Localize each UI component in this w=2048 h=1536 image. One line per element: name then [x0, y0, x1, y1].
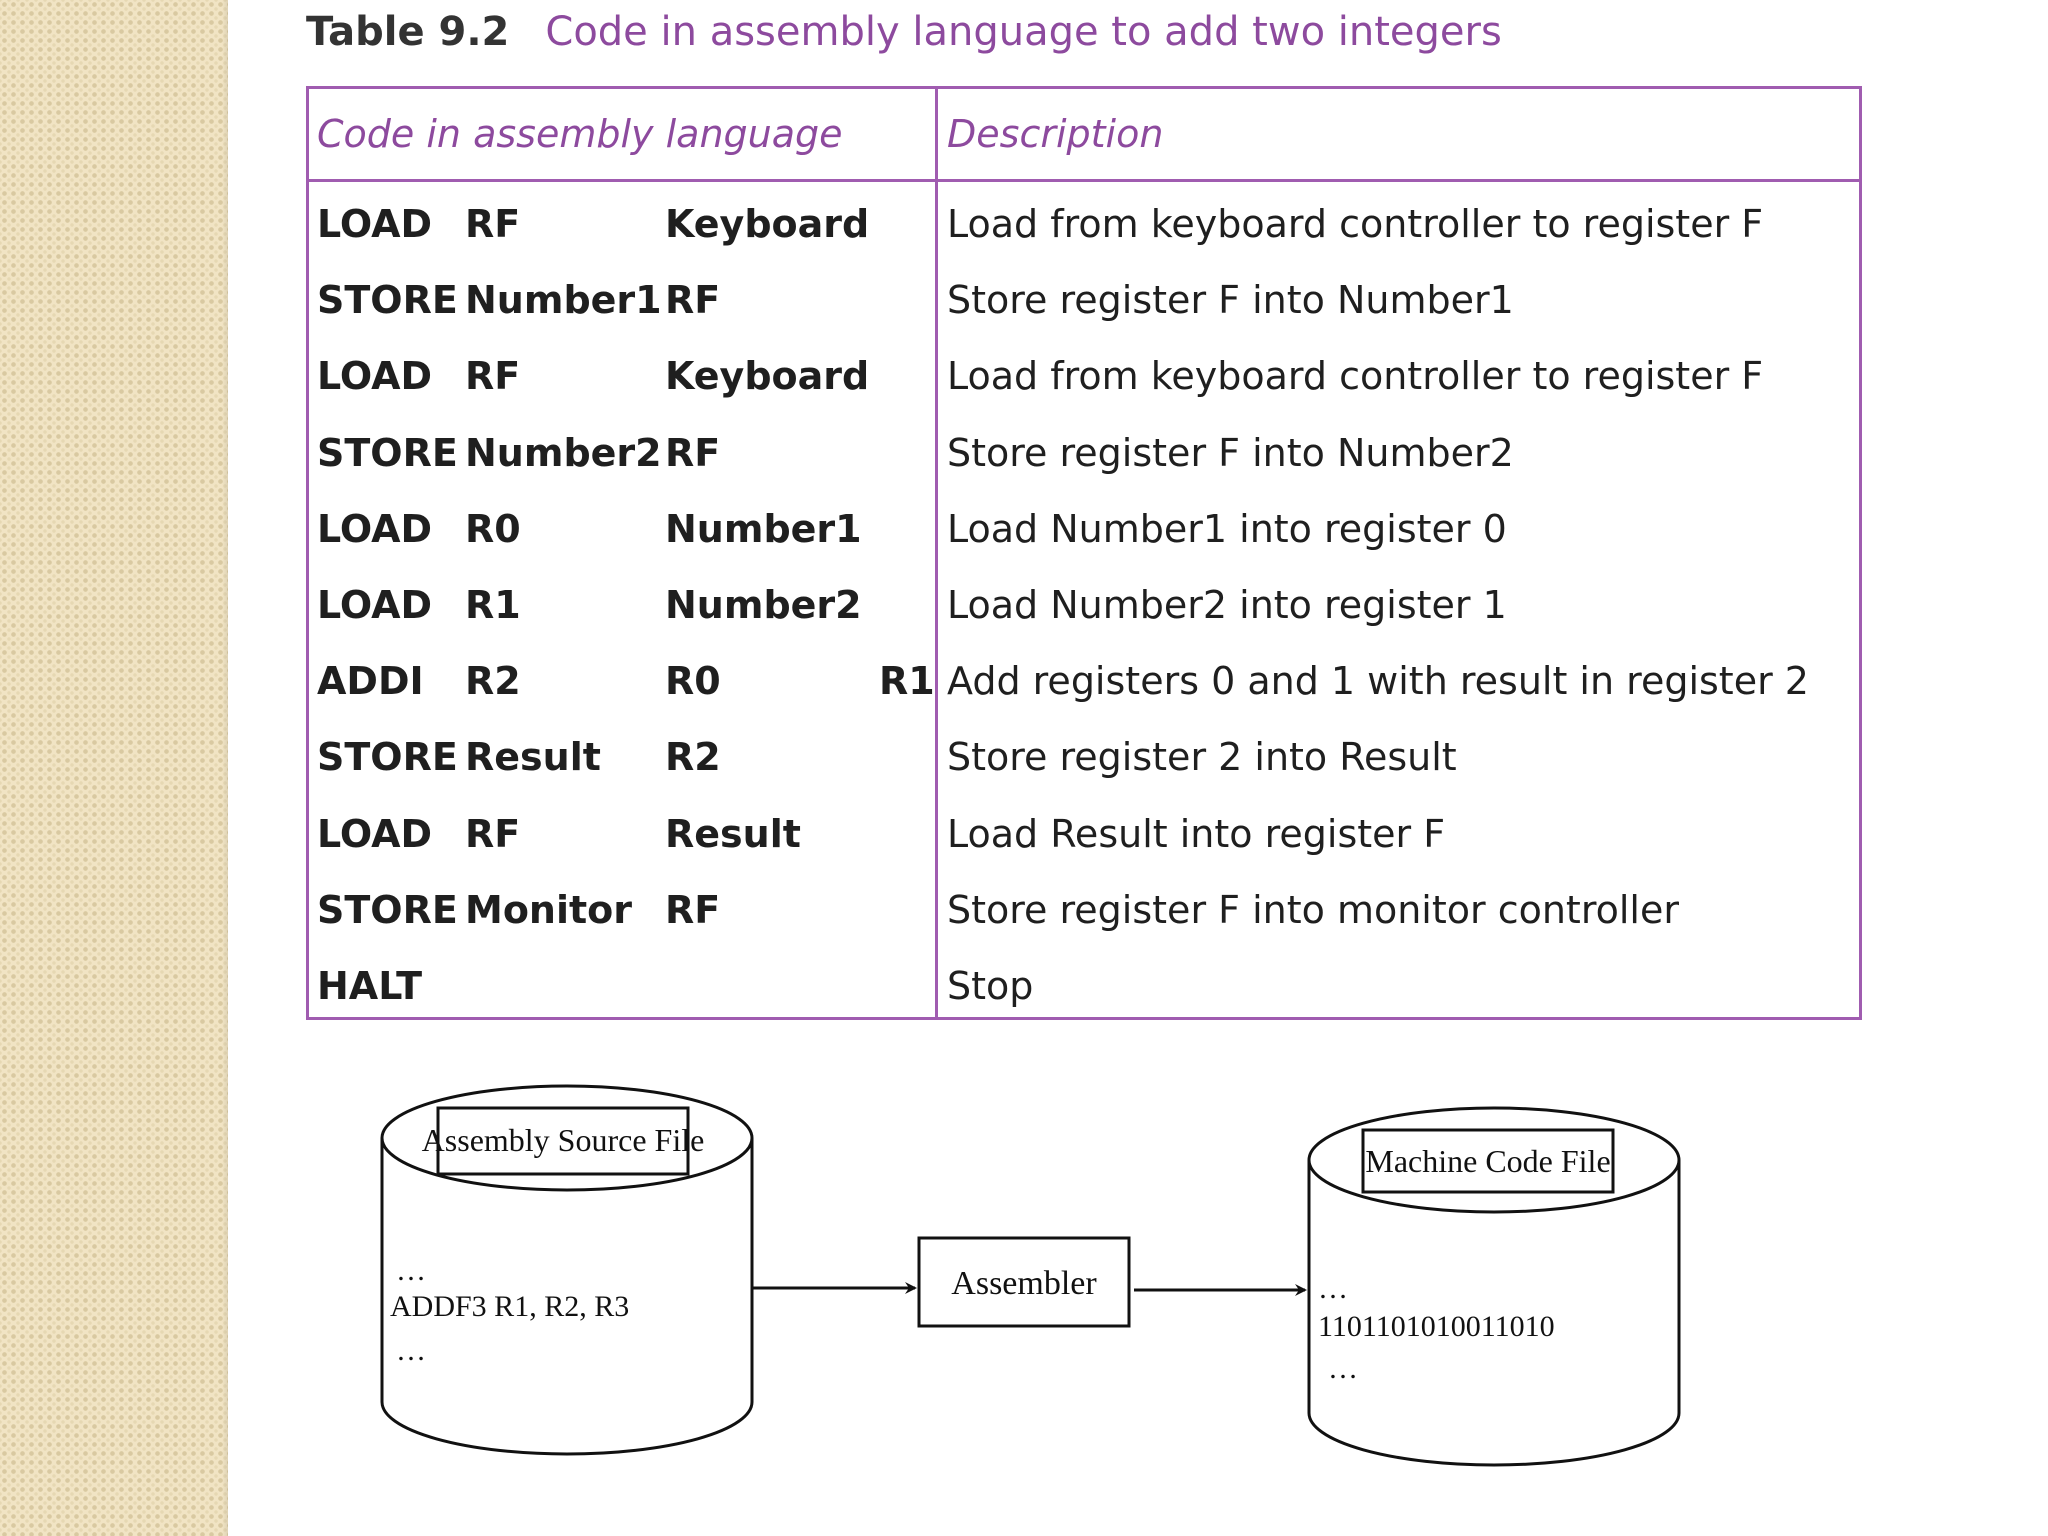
- opcode: STORE: [317, 735, 458, 780]
- opcode: STORE: [317, 887, 458, 932]
- operand-1: Monitor: [465, 887, 633, 932]
- operand-2: Result: [665, 811, 801, 856]
- table-row: [309, 186, 1859, 262]
- operand-2: RF: [665, 887, 721, 932]
- operand-2: Number1: [665, 506, 862, 551]
- machine-line-1: …: [1318, 1272, 1348, 1305]
- operand-1: Number2: [465, 430, 662, 475]
- description: Store register F into Number1: [947, 278, 1514, 323]
- operand-2: Number2: [665, 582, 862, 627]
- description: Store register 2 into Result: [947, 735, 1457, 780]
- operand-2: R2: [665, 735, 721, 780]
- source-line-3: …: [396, 1334, 426, 1367]
- header-code: Code in assembly language: [317, 112, 843, 156]
- machine-line-2: 1101101010011010: [1318, 1310, 1555, 1343]
- operand-1: RF: [465, 354, 521, 399]
- assembly-source-file-cylinder: [382, 1086, 752, 1454]
- table-title: Code in assembly language to add two integers: [545, 9, 1502, 55]
- opcode: LOAD: [317, 811, 433, 856]
- table-row: [309, 491, 1859, 567]
- operand-2: Keyboard: [665, 202, 870, 246]
- decorative-side-strip: [0, 0, 228, 1536]
- description: Load Result into register F: [947, 811, 1446, 856]
- description: Load Number1 into register 0: [947, 506, 1507, 551]
- table-row: [309, 796, 1859, 872]
- operand-2: RF: [665, 278, 721, 323]
- description: Load from keyboard controller to register F: [947, 354, 1764, 399]
- assembly-process-diagram: [370, 1080, 1700, 1480]
- operand-1: R0: [465, 506, 521, 551]
- operand-1: R2: [465, 659, 521, 704]
- assembler-box: [919, 1238, 1129, 1326]
- header-description: Description: [947, 112, 1164, 156]
- machine-line-3: …: [1328, 1352, 1358, 1385]
- operand-1: Number1: [465, 278, 662, 323]
- operand-3: R1: [879, 659, 935, 704]
- operand-2: Keyboard: [665, 354, 870, 399]
- header-rule: [309, 179, 1859, 182]
- table-number: Table 9.2: [306, 9, 510, 55]
- description: Stop: [947, 963, 1034, 1008]
- operand-1: RF: [465, 811, 521, 856]
- opcode: ADDI: [317, 659, 424, 704]
- opcode: STORE: [317, 430, 458, 475]
- assembly-code-table: [306, 86, 1862, 1020]
- table-row: [309, 338, 1859, 414]
- table-row: [309, 948, 1859, 1024]
- operand-2: R0: [665, 659, 721, 704]
- opcode: HALT: [317, 963, 423, 1008]
- opcode: STORE: [317, 278, 458, 323]
- table-caption: [306, 6, 1502, 58]
- table-row: [309, 872, 1859, 948]
- description: Store register F into monitor controller: [947, 887, 1679, 932]
- opcode: LOAD: [317, 582, 433, 627]
- table-body: [309, 186, 1859, 1024]
- description: Load from keyboard controller to register F: [947, 202, 1764, 246]
- opcode: LOAD: [317, 354, 433, 399]
- description: Add registers 0 and 1 with result in register 2: [947, 659, 1809, 704]
- assembler-label: Assembler: [951, 1265, 1097, 1302]
- table-row: [309, 262, 1859, 338]
- machine-code-file-label: Machine Code File: [1365, 1143, 1611, 1179]
- table-row: [309, 643, 1859, 719]
- source-line-2: ADDF3 R1, R2, R3: [390, 1290, 630, 1323]
- source-line-1: …: [396, 1254, 426, 1287]
- operand-1: RF: [465, 202, 521, 246]
- opcode: LOAD: [317, 506, 433, 551]
- opcode: LOAD: [317, 202, 433, 246]
- operand-1: R1: [465, 582, 521, 627]
- table-row: [309, 415, 1859, 491]
- description: Load Number2 into register 1: [947, 582, 1507, 627]
- description: Store register F into Number2: [947, 430, 1514, 475]
- table-row: [309, 567, 1859, 643]
- table-row: [309, 719, 1859, 795]
- operand-2: RF: [665, 430, 721, 475]
- assembly-source-file-label: Assembly Source File: [421, 1122, 705, 1158]
- operand-1: Result: [465, 735, 601, 780]
- machine-code-file-cylinder: [1309, 1108, 1679, 1465]
